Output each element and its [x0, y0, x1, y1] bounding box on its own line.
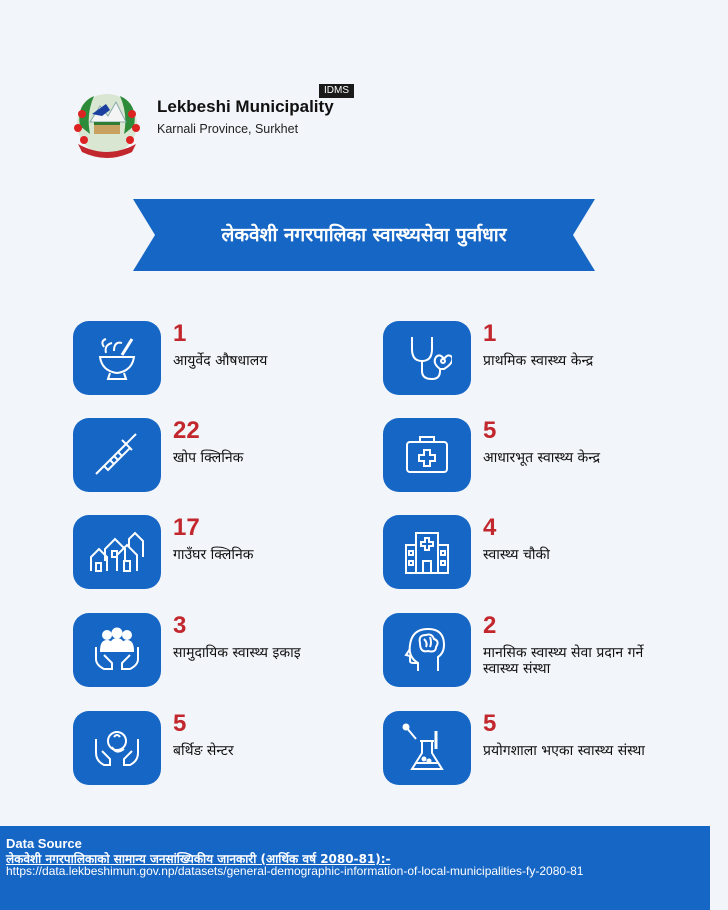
facility-count: 2 — [483, 612, 497, 639]
mortar-pestle-icon — [73, 321, 161, 395]
facility-item — [73, 711, 373, 791]
lab-flask-icon — [383, 711, 471, 785]
data-source-link[interactable]: लेकवेशी नगरपालिकाको सामान्य जनसांख्यिकीय जानकारी (आर्थिक वर्ष 2080-81):- — [6, 852, 391, 866]
facility-count: 5 — [483, 417, 497, 444]
organization-name: Lekbeshi Municipality — [157, 97, 334, 116]
facility-count: 17 — [173, 514, 200, 541]
facility-label: प्राथमिक स्वास्थ्य केन्द्र — [483, 353, 594, 369]
facility-count: 1 — [483, 320, 497, 347]
data-source-footer — [0, 826, 710, 910]
facility-item — [383, 711, 683, 791]
facility-label: आधारभूत स्वास्थ्य केन्द्र — [483, 450, 601, 466]
facility-item — [383, 321, 683, 401]
hospital-building-icon — [383, 515, 471, 589]
idms-badge: IDMS — [319, 84, 354, 98]
facility-item — [73, 321, 373, 401]
facility-count: 3 — [173, 612, 187, 639]
facility-label: बर्थिङ सेन्टर — [173, 743, 234, 759]
facility-label: सामुदायिक स्वास्थ्य इकाइ — [173, 645, 301, 661]
community-hands-icon — [73, 613, 161, 687]
baby-hands-icon — [73, 711, 161, 785]
data-source-url[interactable]: https://data.lekbeshimun.gov.np/datasets/general-demographic-information-of-local-municipalities-fy-2080-81 — [6, 864, 584, 878]
facility-count: 22 — [173, 417, 200, 444]
facility-count: 5 — [483, 710, 497, 737]
facility-item — [73, 515, 373, 595]
syringe-icon — [73, 418, 161, 492]
facility-label: गाउँघर क्लिनिक — [173, 547, 254, 563]
facility-count: 5 — [173, 710, 187, 737]
facility-item — [383, 418, 683, 498]
brain-head-icon — [383, 613, 471, 687]
facility-label: खोप क्लिनिक — [173, 450, 244, 466]
facility-count: 1 — [173, 320, 187, 347]
facility-item — [73, 418, 373, 498]
facility-item — [383, 613, 683, 693]
facility-label: प्रयोगशाला भएका स्वास्थ्य संस्था — [483, 743, 645, 759]
first-aid-kit-icon — [383, 418, 471, 492]
stethoscope-icon — [383, 321, 471, 395]
banner-title: लेकवेशी नगरपालिका स्वास्थ्यसेवा पुर्वाधार — [221, 224, 507, 246]
facility-item — [383, 515, 683, 595]
data-source-title: Data Source — [6, 836, 82, 851]
village-houses-icon — [73, 515, 161, 589]
facility-label: आयुर्वेद औषधालय — [173, 353, 268, 369]
facility-count: 4 — [483, 514, 497, 541]
facility-label: स्वास्थ्य चौकी — [483, 547, 550, 563]
organization-location: Karnali Province, Surkhet — [157, 122, 299, 136]
facility-label: मानसिक स्वास्थ्य सेवा प्रदान गर्ने स्वास्थ्य संस्था — [483, 645, 644, 677]
facility-item — [73, 613, 373, 693]
